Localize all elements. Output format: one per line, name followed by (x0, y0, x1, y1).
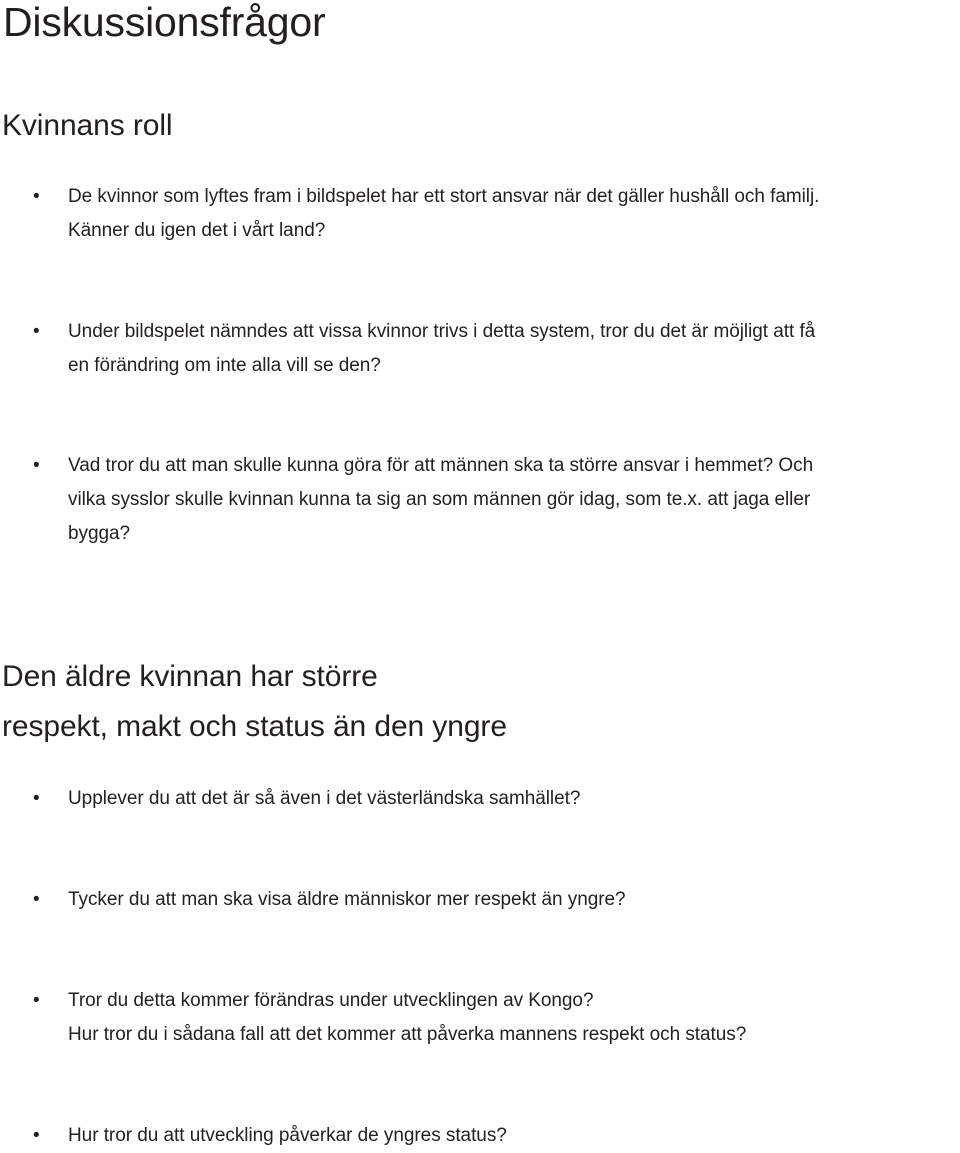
list-item-text: Upplever du att det är så även i det västerländska samhället? (68, 788, 581, 809)
bullet-marker: • (33, 186, 40, 207)
bullet-marker: • (33, 321, 40, 342)
list-item-text: De kvinnor som lyftes fram i bildspelet har ett stort ansvar när det gäller hushåll och familj. Känner du igen det i vårt land? (68, 186, 820, 241)
list-item-text: Tror du detta kommer förändras under utvecklingen av Kongo? Hur tror du i sådana fall att det kommer att påverka mannens respekt och status? (68, 990, 747, 1045)
page-title: Diskussionsfrågor (3, 0, 326, 45)
section-heading-aldre-kvinnan: Den äldre kvinnan har större respekt, makt och status än den yngre (2, 660, 507, 743)
list-item-text: Tycker du att man ska visa äldre människor mer respekt än yngre? (68, 889, 626, 910)
bullet-marker: • (33, 889, 40, 910)
bullet-marker: • (33, 1125, 40, 1146)
bullet-marker: • (33, 788, 40, 809)
list-item-text: Under bildspelet nämndes att vissa kvinnor trivs i detta system, tror du det är möjligt att få en förändring om inte alla vill se den? (68, 321, 816, 376)
list-item-text: Vad tror du att man skulle kunna göra för att männen ska ta större ansvar i hemmet? Och vilka sysslor skulle kvinnan kunna ta sig an som männen gör idag, som te.x. att jaga eller bygga? (68, 455, 814, 544)
bullet-marker: • (33, 455, 40, 476)
list-item-text: Hur tror du att utveckling påverkar de yngres status? (68, 1125, 507, 1146)
bullet-marker: • (33, 990, 40, 1011)
section-heading-kvinnans-roll: Kvinnans roll (2, 109, 173, 142)
